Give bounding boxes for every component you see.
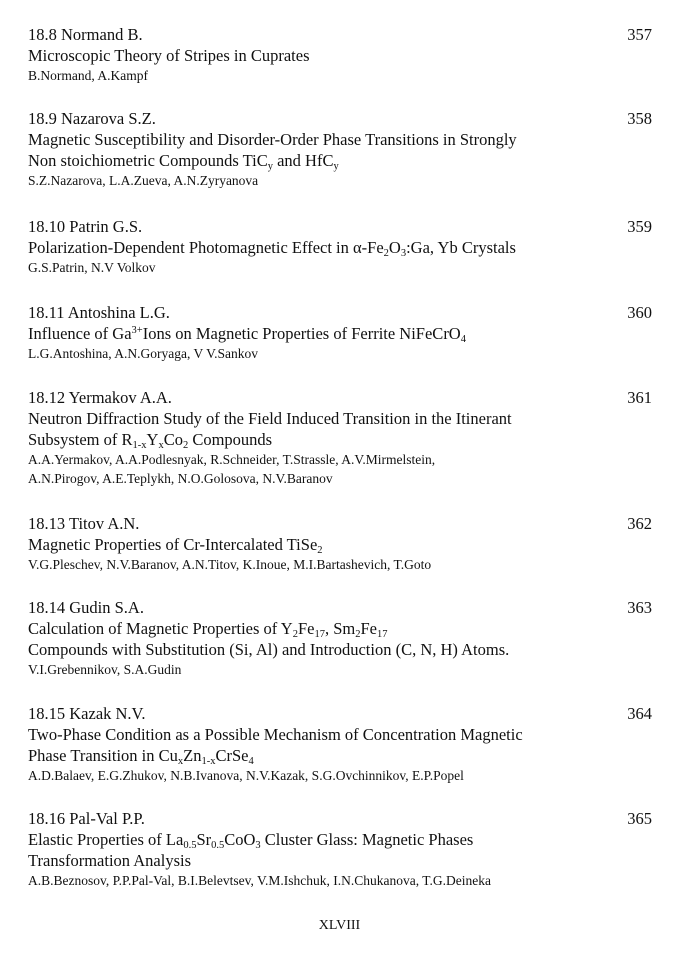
entry-title: Polarization-Dependent Photomagnetic Effect in $\alpha-Fe_2O_3:Ga$, Yb Crystals (28, 238, 516, 259)
page-number: 364 (627, 704, 652, 723)
entry-authors: L.G.Antoshina, A.N.Goryaga, V V.Sankov (28, 346, 259, 361)
entry-title: Calculation of Magnetic Properties of $Y_2Fe_{17}$, $Sm_2Fe_{17}$ Compounds with Substitution (Si, Al) and Introduction (C, N, H) Atoms. (28, 619, 510, 659)
page-number: 357 (627, 25, 652, 44)
entry-title: Elastic Properties of $La_{0.5}Sr_{0.5}CoO_3$ Cluster Glass: Magnetic Phases Transformation Analysis (28, 830, 474, 870)
toc-entry-18-14 (28, 597, 652, 679)
toc-entry-18-15 (28, 703, 652, 785)
entry-title: Microscopic Theory of Stripes in Cuprates (28, 46, 310, 65)
entry-authors: G.S.Patrin, N.V Volkov (28, 260, 156, 275)
toc-entry-18-10 (28, 216, 652, 277)
entry-heading: 18.14 Gudin S.A. (28, 598, 144, 617)
entry-heading: 18.15 Kazak N.V. (28, 704, 146, 723)
page-number: 358 (627, 109, 652, 128)
toc-entry-18-12 (28, 387, 652, 488)
entry-heading: 18.12 Yermakov A.A. (28, 388, 172, 407)
toc-entry-18-8 (28, 24, 652, 85)
toc-entry-18-16 (28, 808, 652, 890)
entry-authors: V.I.Grebennikov, S.A.Gudin (28, 662, 182, 677)
page-number: 362 (627, 514, 652, 533)
entry-authors: V.G.Pleschev, N.V.Baranov, A.N.Titov, K.Inoue, M.I.Bartashevich, T.Goto (28, 557, 432, 572)
toc-entry-18-13 (28, 513, 652, 574)
entry-authors: B.Normand, A.Kampf (28, 68, 148, 83)
page-footer-numeral: XLVIII (318, 918, 361, 933)
entry-authors: A.A.Yermakov, A.A.Podlesnyak, R.Schneider, T.Strassle, A.V.Mirmelstein, A.N.Pirogov, A.E.Teplykh, N.O.Golosova, N.V.Baranov (28, 452, 436, 486)
entry-heading: 18.8 Normand B. (28, 25, 143, 44)
entry-heading: 18.11 Antoshina L.G. (28, 303, 170, 322)
entry-title: Magnetic Properties of Cr-Intercalated TiSe$_2$ (28, 535, 323, 556)
entry-heading: 18.9 Nazarova S.Z. (28, 109, 156, 128)
page-number: 359 (627, 217, 652, 236)
entry-heading: 18.16 Pal-Val P.P. (28, 809, 145, 828)
page-number: 361 (627, 388, 652, 407)
entry-authors: S.Z.Nazarova, L.A.Zueva, A.N.Zyryanova (28, 173, 259, 188)
page-number: 360 (627, 303, 652, 322)
entry-heading: 18.13 Titov A.N. (28, 514, 140, 533)
toc-entry-18-11 (28, 302, 652, 363)
page-number: 365 (627, 809, 652, 828)
entry-heading: 18.10 Patrin G.S. (28, 217, 143, 236)
entry-title: Two-Phase Condition as a Possible Mechanism of Concentration Magnetic Phase Transition in $Cu_xZn_{1-x}CrSe_4$ (28, 725, 523, 767)
entry-title: Magnetic Susceptibility and Disorder-Order Phase Transitions in Strongly Non stoichiometric Compounds TiC$_y$ and HfC$_y$ (28, 130, 517, 172)
entry-title: Influence of $Ga^{3+}Ions$ on Magnetic Properties of Ferrite NiFeCrO$_4$ (28, 324, 466, 345)
page-number: 363 (627, 598, 652, 617)
entry-authors: A.B.Beznosov, P.P.Pal-Val, B.I.Belevtsev, V.M.Ishchuk, I.N.Chukanova, T.G.Deineka (28, 873, 491, 888)
entry-authors: A.D.Balaev, E.G.Zhukov, N.B.Ivanova, N.V.Kazak, S.G.Ovchinnikov, E.P.Popel (28, 768, 464, 783)
toc-entry-18-9 (28, 108, 652, 190)
entry-title: Neutron Diffraction Study of the Field Induced Transition in the Itinerant Subsystem of $R_{1-x}Y_xCo_2$ Compounds (28, 409, 512, 451)
